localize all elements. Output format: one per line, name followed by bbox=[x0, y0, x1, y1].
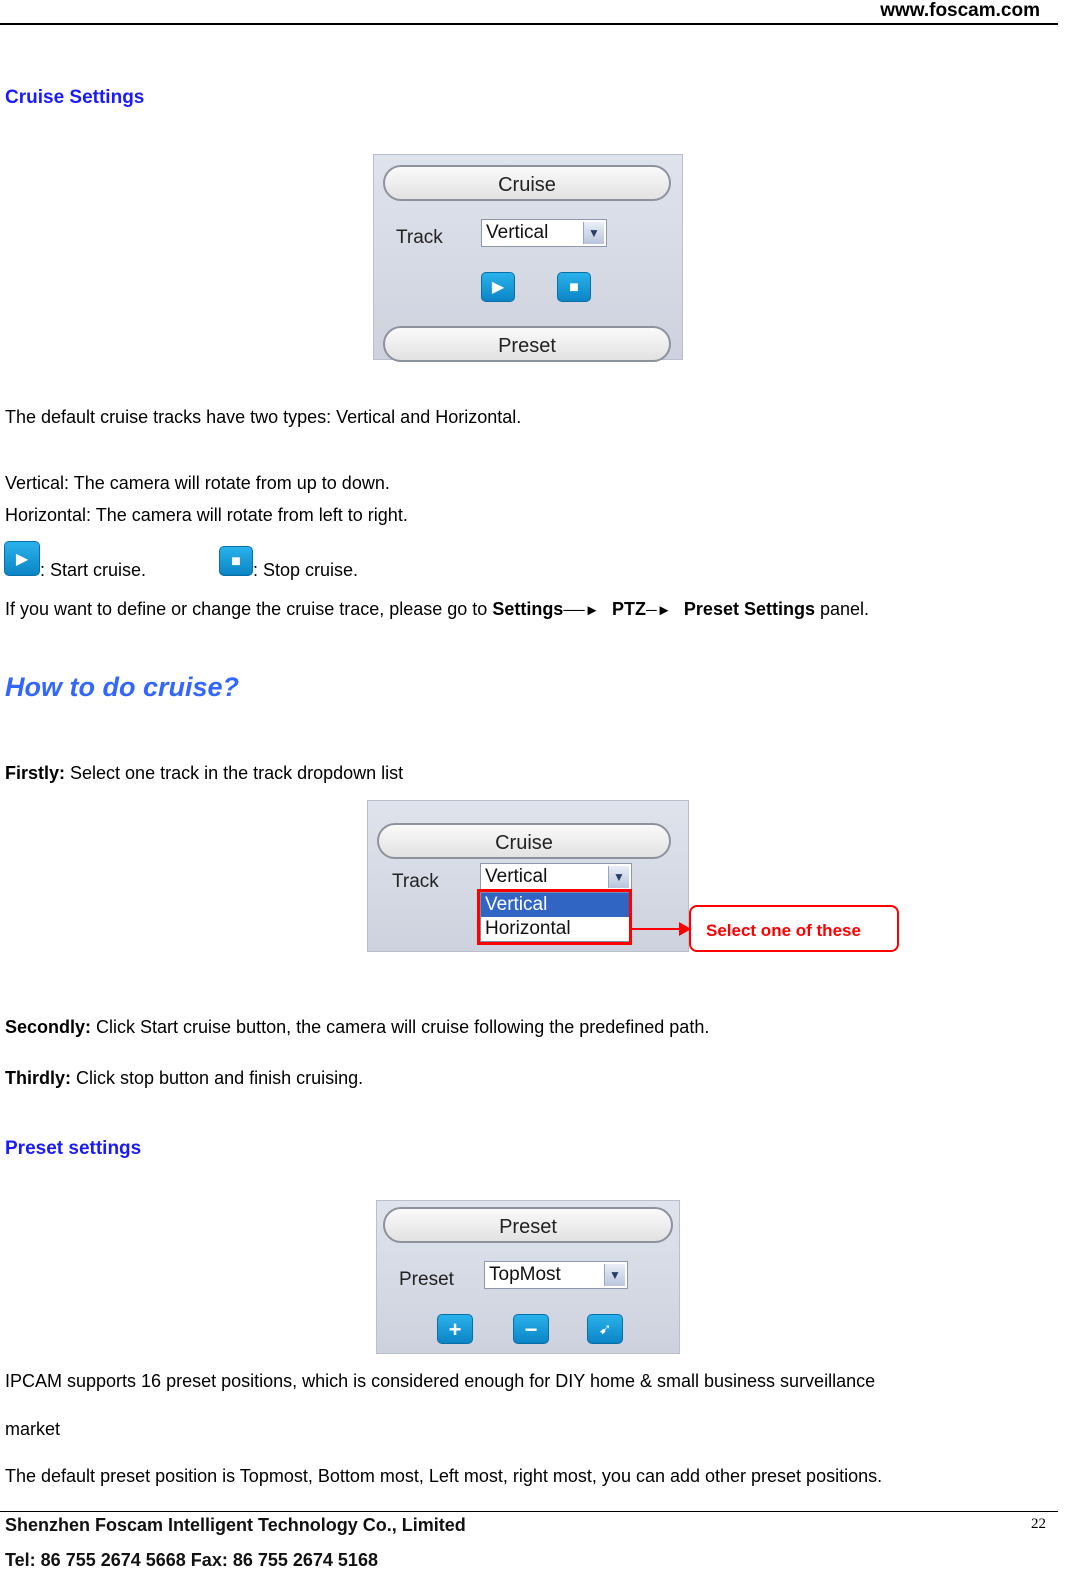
step-thirdly-label: Thirdly: bbox=[5, 1068, 71, 1088]
preset-label: Preset bbox=[399, 1269, 454, 1290]
callout-arrow-line bbox=[630, 928, 680, 930]
page-number: 22 bbox=[1031, 1516, 1046, 1532]
cruise-title-bar[interactable]: Cruise bbox=[377, 823, 671, 859]
cruise-panel-figure bbox=[373, 154, 683, 360]
step-firstly bbox=[5, 762, 403, 784]
step-firstly-label: Firstly: bbox=[5, 763, 66, 783]
track-option-horizontal[interactable]: Horizontal bbox=[485, 918, 571, 939]
horizontal-desc: Horizontal: The camera will rotate from left to right. bbox=[5, 505, 408, 525]
track-select-value: Vertical bbox=[486, 222, 549, 243]
highlight-box bbox=[477, 889, 632, 945]
callout-text: Select one of these bbox=[706, 921, 861, 940]
step-firstly-text: Select one track in the track dropdown list bbox=[65, 763, 404, 783]
preset-para1-cont: market bbox=[5, 1419, 61, 1439]
change-suffix: panel. bbox=[814, 599, 870, 619]
cruise-title-bar[interactable]: Cruise bbox=[383, 165, 671, 201]
track-label: Track bbox=[396, 227, 443, 248]
preset-select[interactable] bbox=[484, 1261, 628, 1289]
path-preset-settings: Preset Settings bbox=[683, 599, 815, 619]
step-thirdly bbox=[5, 1067, 363, 1089]
arrow-right-icon: ──► bbox=[563, 602, 612, 619]
play-icon: ▶ bbox=[491, 279, 505, 296]
chevron-down-icon: ▼ bbox=[608, 866, 629, 888]
change-prefix: If you want to define or change the cruise trace, please go to bbox=[5, 599, 493, 619]
preset-panel-figure bbox=[376, 1200, 680, 1354]
callout-box bbox=[689, 905, 899, 952]
footer-contact: Tel: 86 755 2674 5668 Fax: 86 755 2674 5168 bbox=[5, 1550, 378, 1570]
track-label: Track bbox=[392, 871, 439, 892]
cruise-intro: The default cruise tracks have two types: Vertical and Horizontal. bbox=[5, 407, 522, 427]
step-secondly-label: Secondly: bbox=[5, 1017, 92, 1037]
chevron-down-icon: ▼ bbox=[583, 222, 604, 244]
start-cruise-text: : Start cruise. bbox=[40, 560, 147, 580]
howto-heading: How to do cruise? bbox=[5, 672, 240, 702]
step-secondly bbox=[5, 1016, 709, 1038]
add-preset-button[interactable] bbox=[437, 1314, 473, 1344]
stop-icon: ■ bbox=[231, 553, 241, 570]
chevron-down-icon: ▼ bbox=[604, 1264, 625, 1286]
path-settings: Settings bbox=[492, 599, 564, 619]
preset-select-value: TopMost bbox=[489, 1264, 561, 1285]
footer-rule bbox=[0, 1511, 1058, 1512]
stop-icon-inline bbox=[219, 546, 253, 576]
section-heading-cruise: Cruise Settings bbox=[5, 87, 145, 108]
preset-title-bar[interactable]: Preset bbox=[383, 1207, 673, 1243]
section-heading-preset: Preset settings bbox=[5, 1138, 142, 1159]
stop-icon: ■ bbox=[569, 279, 579, 296]
preset-title-bar[interactable]: Preset bbox=[383, 326, 671, 362]
track-option-vertical[interactable]: Vertical bbox=[481, 893, 629, 917]
track-select[interactable] bbox=[480, 863, 632, 891]
header-rule bbox=[0, 23, 1058, 25]
step-secondly-text: Click Start cruise button, the camera will cruise following the predefined path. bbox=[91, 1017, 710, 1037]
vertical-desc: Vertical: The camera will rotate from up to down. bbox=[5, 473, 390, 493]
start-icon-inline bbox=[4, 541, 40, 576]
preset-para1: IPCAM supports 16 preset positions, which is considered enough for DIY home & small business surveillance bbox=[5, 1371, 876, 1391]
track-select[interactable] bbox=[481, 219, 607, 247]
minus-icon: − bbox=[524, 1317, 538, 1342]
stop-cruise-button[interactable] bbox=[557, 272, 591, 302]
cursor-plus-icon: ➹ bbox=[598, 1321, 612, 1338]
plus-icon: + bbox=[448, 1317, 462, 1342]
change-trace-line bbox=[5, 598, 869, 622]
preset-para2: The default preset position is Topmost, Bottom most, Left most, right most, you can add other preset positions. bbox=[5, 1466, 883, 1486]
stop-cruise-text: : Stop cruise. bbox=[253, 560, 359, 580]
arrow-right-icon: ─► bbox=[645, 602, 684, 619]
step-thirdly-text: Click stop button and finish cruising. bbox=[71, 1068, 364, 1088]
play-icon: ▶ bbox=[15, 551, 29, 568]
track-select-value: Vertical bbox=[485, 866, 548, 887]
goto-preset-button[interactable] bbox=[587, 1314, 623, 1344]
footer-company: Shenzhen Foscam Intelligent Technology Co., Limited bbox=[5, 1515, 466, 1535]
remove-preset-button[interactable] bbox=[513, 1314, 549, 1344]
start-cruise-button[interactable] bbox=[481, 272, 515, 302]
site-url: www.foscam.com bbox=[880, 0, 1040, 21]
path-ptz: PTZ bbox=[611, 599, 646, 619]
